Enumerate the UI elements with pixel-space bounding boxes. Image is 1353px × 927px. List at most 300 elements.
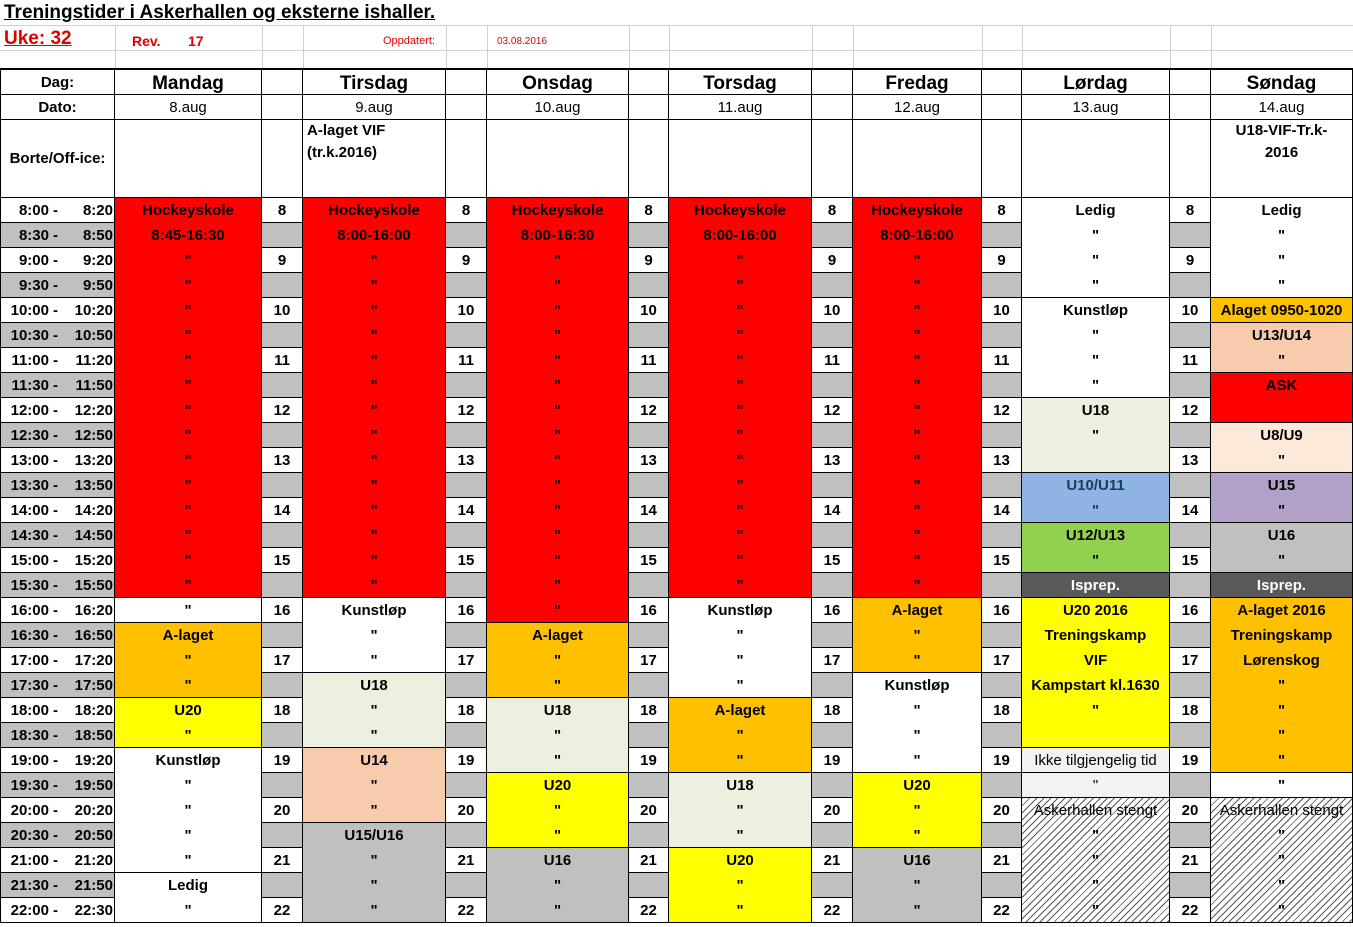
hour-number-cell	[629, 373, 669, 398]
hour-number: 10	[640, 302, 657, 319]
time-slot-23	[0, 773, 115, 798]
hour-number-cell	[812, 773, 853, 798]
time-slot-13	[0, 523, 115, 548]
hour-number: 12	[640, 402, 657, 419]
schedule-block[interactable]	[1211, 298, 1353, 323]
hour-number-cell	[446, 223, 487, 248]
hour-number-cell	[446, 598, 487, 623]
block-line: "	[184, 477, 192, 494]
block-line: Askerhallen stengt	[1033, 802, 1158, 819]
hour-number-cell	[982, 298, 1022, 323]
time-slot-1	[0, 223, 115, 248]
hour-number-cell	[446, 498, 487, 523]
block-line: "	[1091, 827, 1100, 844]
hour-number: 20	[1181, 802, 1199, 819]
block-line: A-laget	[532, 627, 583, 644]
schedule-block[interactable]	[303, 673, 446, 748]
hour-number: 18	[1181, 702, 1199, 719]
schedule-block[interactable]	[669, 698, 812, 773]
block-line: A-laget	[162, 627, 214, 644]
hour-number-cell	[1170, 198, 1211, 223]
block-line: "	[736, 752, 744, 769]
schedule-block[interactable]	[1211, 373, 1353, 423]
hour-number: 21	[1181, 852, 1199, 869]
block-line: "	[1277, 727, 1286, 744]
hour-number-cell	[446, 898, 487, 923]
hour-number: 8	[1185, 202, 1195, 219]
hour-number-cell	[812, 573, 853, 598]
hour-number-cell	[1170, 648, 1211, 673]
hour-number-cell	[446, 848, 487, 873]
time-dash: -	[53, 477, 58, 494]
schedule-block[interactable]	[1022, 298, 1170, 398]
day-header-0	[115, 70, 262, 95]
block-line: "	[1277, 452, 1286, 469]
block-line: "	[553, 752, 562, 769]
block-line: "	[184, 502, 192, 519]
time-slot-20	[0, 698, 115, 723]
time-start: 15:30	[10, 577, 49, 594]
hour-number-cell	[982, 748, 1022, 773]
block-line: "	[553, 552, 562, 569]
hour-number: 16	[273, 602, 291, 619]
hour-number-cell	[262, 323, 303, 348]
hour-number-cell	[629, 898, 669, 923]
hour-number: 15	[457, 552, 475, 569]
block-line: Kunstløp	[1063, 302, 1128, 319]
hour-number-cell	[1170, 323, 1211, 348]
hour-number: 22	[993, 902, 1010, 919]
hour-number-cell	[1170, 248, 1211, 273]
block-line: "	[184, 852, 192, 869]
hour-number: 15	[1181, 552, 1199, 569]
block-line: "	[553, 827, 562, 844]
hour-number: 8	[461, 202, 471, 219]
hour-number-cell	[262, 298, 303, 323]
schedule-block[interactable]	[1022, 398, 1170, 473]
block-line: U20	[903, 777, 931, 794]
schedule-block[interactable]	[669, 198, 812, 598]
schedule-block[interactable]	[1211, 523, 1353, 573]
schedule-block[interactable]	[115, 198, 262, 598]
block-line: "	[1277, 252, 1286, 269]
schedule-block[interactable]	[115, 598, 262, 623]
hour-number-cell	[982, 398, 1022, 423]
block-line: "	[913, 627, 921, 644]
time-dash: -	[53, 452, 58, 469]
away-cell-4	[853, 120, 982, 198]
block-line: Ledig	[1075, 202, 1116, 219]
hour-number: 17	[823, 652, 841, 669]
time-start: 8:30	[18, 227, 49, 244]
block-line: "	[370, 352, 378, 369]
schedule-block[interactable]	[1022, 198, 1170, 298]
hour-number-cell	[1170, 373, 1211, 398]
schedule-block[interactable]	[1022, 473, 1170, 523]
block-line: "	[913, 277, 921, 294]
hour-number-cell	[629, 473, 669, 498]
hour-number: 13	[457, 452, 475, 469]
block-line: "	[736, 302, 744, 319]
schedule-block[interactable]	[115, 873, 262, 923]
num-header-cell	[262, 120, 303, 198]
hour-number-cell	[446, 523, 487, 548]
schedule-block[interactable]	[1022, 598, 1170, 748]
block-line: Treningskamp	[1230, 627, 1333, 644]
time-dash: -	[53, 552, 58, 569]
hour-number-cell	[629, 698, 669, 723]
away-text: A-laget VIF (tr.k.2016)	[307, 122, 386, 161]
block-line: "	[553, 902, 562, 919]
schedule-block[interactable]	[487, 198, 629, 623]
block-line: "	[553, 327, 562, 344]
block-line: Alaget 0950-1020	[1220, 302, 1343, 319]
hour-number-cell	[629, 848, 669, 873]
day-label-cell	[0, 70, 115, 95]
time-dash: -	[53, 302, 58, 319]
schedule-block[interactable]	[853, 848, 982, 923]
hour-number-cell	[982, 648, 1022, 673]
hour-number-cell	[446, 373, 487, 398]
time-end: 21:50	[74, 877, 113, 894]
block-line: "	[1091, 377, 1100, 394]
hour-number-cell	[262, 273, 303, 298]
hour-number-cell	[446, 748, 487, 773]
hour-number: 19	[993, 752, 1010, 769]
hour-number: 10	[993, 302, 1010, 319]
hour-number: 19	[457, 752, 475, 769]
day-name: Fredag	[885, 73, 949, 94]
schedule-block[interactable]	[115, 698, 262, 748]
day-header-5	[1022, 70, 1170, 95]
day-date: 13.aug	[1072, 99, 1119, 116]
block-line: "	[1091, 502, 1100, 519]
hour-number: 10	[823, 302, 841, 319]
hour-number-cell	[446, 798, 487, 823]
block-line: 8:00-16:00	[337, 227, 411, 244]
block-line: VIF	[1083, 652, 1108, 669]
day-header-1	[303, 70, 446, 95]
block-line: Hockeyskole	[694, 202, 786, 219]
time-dash: -	[53, 502, 58, 519]
schedule-block[interactable]	[487, 623, 629, 698]
hour-number-cell	[629, 548, 669, 573]
away-text: U18-VIF-Tr.k- 2016	[1235, 122, 1328, 161]
hour-number: 17	[273, 652, 291, 669]
week-label: Uke: 32	[4, 28, 72, 49]
block-line: "	[1277, 552, 1286, 569]
hour-number-cell	[262, 823, 303, 848]
block-line: "	[370, 277, 378, 294]
hour-number-cell	[262, 748, 303, 773]
schedule-block[interactable]	[669, 598, 812, 698]
block-line: Treningskamp	[1044, 627, 1147, 644]
block-line: "	[913, 377, 921, 394]
hour-number: 20	[823, 802, 841, 819]
time-slot-6	[0, 348, 115, 373]
schedule-block[interactable]	[1022, 773, 1170, 798]
time-end: 18:50	[74, 727, 113, 744]
hour-number: 19	[1181, 752, 1199, 769]
time-end: 14:50	[74, 527, 113, 544]
hour-number-cell	[982, 798, 1022, 823]
block-line: "	[184, 802, 192, 819]
hour-number-cell	[812, 398, 853, 423]
time-slot-27	[0, 873, 115, 898]
block-line: "	[736, 327, 744, 344]
block-line: "	[1091, 352, 1100, 369]
time-dash: -	[53, 202, 58, 219]
schedule-block[interactable]	[853, 773, 982, 848]
time-slot-16	[0, 598, 115, 623]
block-line: "	[184, 352, 192, 369]
hour-number-cell	[812, 798, 853, 823]
block-line: "	[736, 427, 744, 444]
hour-number: 8	[997, 202, 1006, 219]
block-line: "	[736, 677, 744, 694]
hour-number-cell	[982, 723, 1022, 748]
time-end: 19:20	[74, 752, 113, 769]
schedule-block[interactable]	[1022, 748, 1170, 773]
hour-number-cell	[982, 498, 1022, 523]
schedule-block[interactable]	[487, 773, 629, 848]
hour-number-cell	[1170, 548, 1211, 573]
schedule-block[interactable]	[1211, 473, 1353, 523]
block-line: "	[184, 252, 192, 269]
hour-number: 15	[993, 552, 1010, 569]
block-line: "	[1277, 777, 1286, 794]
hour-number-cell	[262, 648, 303, 673]
time-start: 11:00	[11, 352, 49, 369]
block-line: "	[184, 402, 192, 419]
block-line: "	[184, 452, 192, 469]
schedule-block[interactable]	[115, 748, 262, 873]
time-slot-7	[0, 373, 115, 398]
num-header-cell	[812, 120, 853, 198]
hour-number: 11	[640, 352, 657, 369]
hour-number: 8	[277, 202, 287, 219]
away-cell-1	[303, 120, 446, 198]
block-line: "	[184, 827, 192, 844]
hour-number-cell	[262, 473, 303, 498]
time-end: 17:20	[74, 652, 113, 669]
hour-number-cell	[629, 223, 669, 248]
hour-number-cell	[812, 248, 853, 273]
block-line: "	[736, 352, 744, 369]
schedule-block[interactable]	[303, 823, 446, 923]
block-line: "	[736, 377, 744, 394]
schedule-block[interactable]	[487, 698, 629, 773]
block-line: "	[913, 352, 921, 369]
time-end: 22:30	[74, 902, 113, 919]
hour-number-cell	[982, 198, 1022, 223]
block-line: "	[553, 277, 562, 294]
schedule-block[interactable]	[669, 848, 812, 923]
hour-number: 9	[644, 252, 653, 269]
block-line: "	[1091, 427, 1100, 444]
block-line: "	[1277, 502, 1286, 519]
schedule-block[interactable]	[1022, 573, 1170, 598]
hour-number-cell	[812, 198, 853, 223]
block-line: "	[553, 677, 562, 694]
hour-number: 11	[824, 352, 840, 369]
hour-number: 19	[823, 752, 841, 769]
hour-number-cell	[629, 623, 669, 648]
hour-number: 12	[457, 402, 475, 419]
num-header-cell	[446, 70, 487, 95]
block-line: "	[184, 652, 192, 669]
day-date: 9.aug	[355, 99, 393, 116]
schedule-block[interactable]	[853, 673, 982, 773]
block-line: "	[184, 327, 192, 344]
block-line: "	[1277, 702, 1286, 719]
block-line: "	[1091, 877, 1100, 894]
block-line: "	[736, 477, 744, 494]
hour-number-cell	[262, 398, 303, 423]
block-line: "	[370, 852, 378, 869]
num-header-cell	[1170, 95, 1211, 120]
hour-number-cell	[812, 598, 853, 623]
schedule-block[interactable]	[487, 848, 629, 923]
schedule-block[interactable]	[115, 623, 262, 698]
hour-number: 17	[1181, 652, 1199, 669]
schedule-block[interactable]	[1211, 198, 1353, 298]
schedule-block[interactable]	[1211, 573, 1353, 598]
schedule-block[interactable]	[1211, 423, 1353, 473]
block-line: "	[913, 877, 921, 894]
hour-number-cell	[446, 873, 487, 898]
time-start: 18:00	[10, 702, 49, 719]
hour-number-cell	[446, 698, 487, 723]
block-line: "	[1277, 827, 1286, 844]
block-line: "	[370, 377, 378, 394]
block-line: "	[913, 652, 921, 669]
updated-label: Oppdatert:	[383, 35, 435, 47]
hour-number: 13	[993, 452, 1010, 469]
hour-number-cell	[446, 298, 487, 323]
block-line: "	[913, 477, 921, 494]
block-line: "	[553, 352, 562, 369]
hour-number-cell	[446, 423, 487, 448]
time-slot-0	[0, 198, 115, 223]
block-line: "	[736, 452, 744, 469]
block-line: "	[913, 402, 921, 419]
time-end: 8:20	[82, 202, 113, 219]
hour-number: 22	[457, 902, 475, 919]
num-header-cell	[982, 95, 1022, 120]
schedule-block[interactable]	[1211, 798, 1353, 923]
hour-number: 18	[640, 702, 657, 719]
block-line: U20 2016	[1062, 602, 1129, 619]
hour-number-cell	[446, 773, 487, 798]
hour-number-cell	[1170, 773, 1211, 798]
block-line: "	[913, 802, 921, 819]
block-line: "	[184, 277, 192, 294]
away-label: Borte/Off-ice:	[9, 150, 106, 167]
block-line: U20	[543, 777, 572, 794]
block-line: "	[370, 427, 378, 444]
hour-number: 17	[457, 652, 475, 669]
day-name: Onsdag	[522, 73, 593, 94]
block-line: U15/U16	[344, 827, 404, 844]
schedule-block[interactable]	[1022, 798, 1170, 923]
block-line: "	[1091, 277, 1100, 294]
hour-number-cell	[629, 348, 669, 373]
time-dash: -	[53, 377, 58, 394]
schedule-block[interactable]	[1022, 523, 1170, 573]
block-line: Hockeyskole	[511, 202, 604, 219]
block-line: U20	[726, 852, 754, 869]
schedule-block[interactable]	[1211, 598, 1353, 773]
schedule-block[interactable]	[853, 198, 982, 598]
time-dash: -	[53, 352, 58, 369]
time-end: 11:20	[75, 352, 113, 369]
block-line: "	[736, 577, 744, 594]
block-line: "	[736, 627, 744, 644]
block-line: "	[553, 252, 562, 269]
schedule-block[interactable]	[1211, 773, 1353, 798]
time-start: 22:00	[10, 902, 49, 919]
hour-number-cell	[982, 223, 1022, 248]
block-line: "	[370, 527, 378, 544]
block-line: "	[736, 877, 744, 894]
block-line: "	[736, 652, 744, 669]
schedule-block[interactable]	[303, 598, 446, 673]
day-name: Tirsdag	[339, 73, 409, 94]
block-line: "	[370, 327, 378, 344]
num-header-cell	[812, 70, 853, 95]
schedule-block[interactable]	[1211, 323, 1353, 373]
day-date: 14.aug	[1258, 99, 1305, 116]
block-line: "	[370, 502, 378, 519]
hour-number-cell	[262, 623, 303, 648]
hour-number-cell	[629, 873, 669, 898]
hour-number-cell	[262, 523, 303, 548]
revision-label: Rev.	[132, 33, 161, 49]
schedule-block[interactable]	[853, 598, 982, 673]
time-dash: -	[53, 252, 58, 269]
time-start: 9:30	[18, 277, 49, 294]
schedule-block[interactable]	[303, 198, 446, 598]
hour-number: 14	[823, 502, 841, 519]
time-start: 15:00	[10, 552, 49, 569]
block-line: "	[370, 577, 378, 594]
block-line: U18	[726, 777, 754, 794]
time-start: 14:30	[10, 527, 49, 544]
block-line: U10/U11	[1066, 477, 1125, 494]
hour-number-cell	[1170, 623, 1211, 648]
hour-number-cell	[982, 548, 1022, 573]
hour-number-cell	[812, 673, 853, 698]
time-slot-15	[0, 573, 115, 598]
time-end: 9:20	[82, 252, 113, 269]
block-line: U18	[1081, 402, 1110, 419]
hour-number: 14	[273, 502, 291, 519]
hour-number: 22	[640, 902, 657, 919]
day-label: Dag:	[40, 74, 75, 91]
block-line: 8:45-16:30	[151, 227, 225, 244]
hour-number-cell	[1170, 723, 1211, 748]
hour-number-cell	[1170, 298, 1211, 323]
num-header-cell	[812, 95, 853, 120]
schedule-block[interactable]	[669, 773, 812, 848]
day-header-6	[1211, 70, 1353, 95]
block-line: "	[553, 802, 562, 819]
time-end: 11:50	[75, 377, 113, 394]
schedule-block[interactable]	[303, 748, 446, 823]
hour-number-cell	[812, 498, 853, 523]
time-dash: -	[53, 527, 58, 544]
